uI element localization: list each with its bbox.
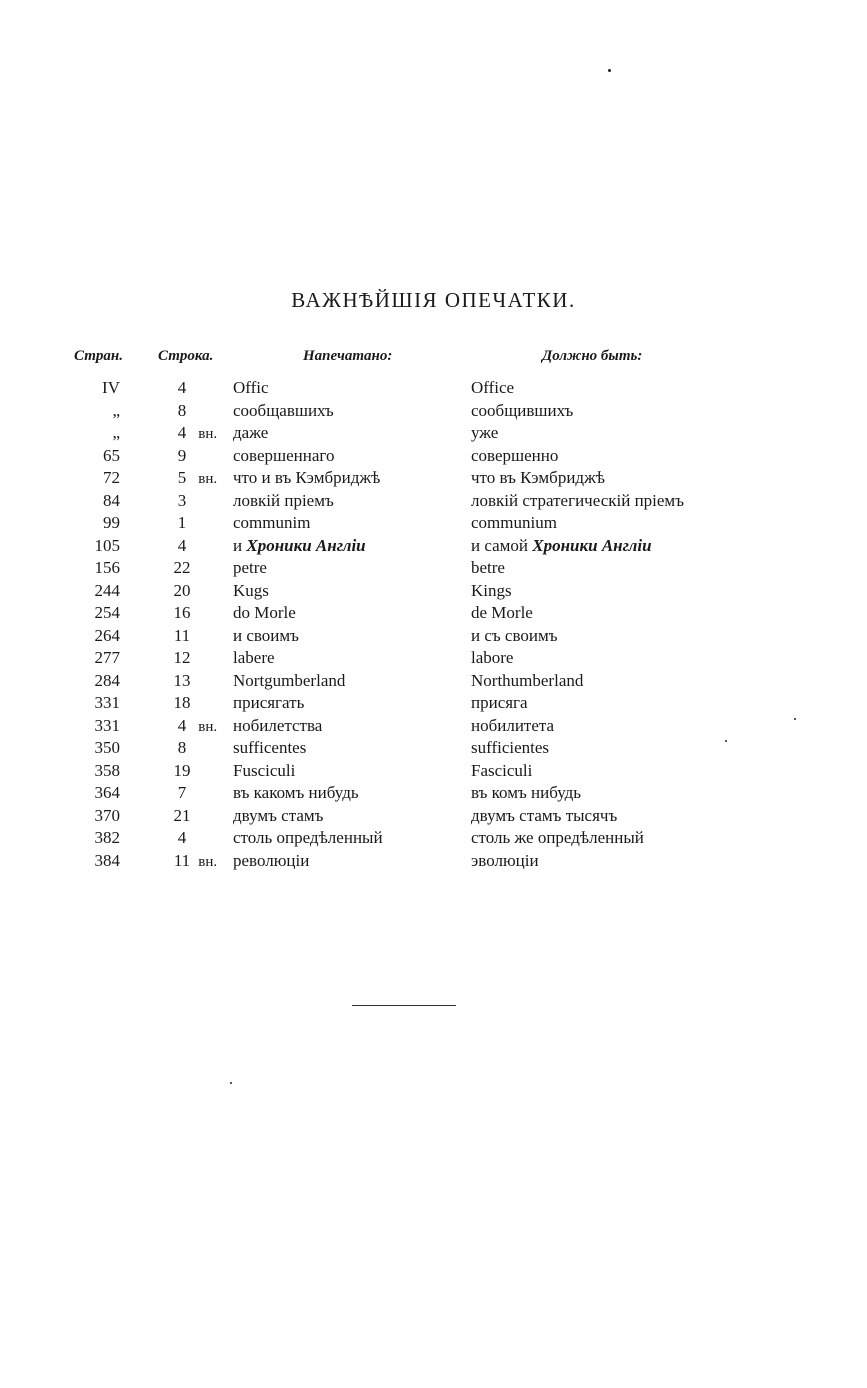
- line-number: [170, 445, 210, 469]
- line-number: [170, 377, 210, 401]
- table-row: [0, 647, 867, 670]
- line-value: 8: [177, 400, 187, 420]
- table-row: [0, 467, 867, 490]
- page-number: 244: [94, 580, 120, 600]
- printed-text: даже: [233, 423, 269, 442]
- correct-text: эволюціи: [471, 850, 539, 870]
- line-value: 11: [173, 850, 191, 870]
- line-value: 8: [177, 738, 187, 757]
- closing-rule: [352, 1005, 456, 1006]
- line-number: [170, 580, 210, 604]
- correct-text: и съ своимъ: [471, 625, 558, 645]
- line-number: [170, 827, 210, 851]
- correct-text: ловкій стратегическій пріемъ: [471, 490, 684, 510]
- header-should-be: Должно быть:: [542, 348, 643, 364]
- line-number: [170, 467, 218, 491]
- printed-text: Offic: [233, 378, 269, 397]
- page-number: 331: [94, 715, 120, 735]
- line-suffix: вн.: [198, 718, 218, 735]
- table-row: [0, 670, 867, 693]
- page-number: 254: [94, 603, 120, 622]
- printed-text: sufficentes: [233, 738, 307, 757]
- correct-text: столь же опредѣленный: [471, 828, 644, 847]
- printed-text: Fusciculi: [233, 760, 296, 780]
- printed-text: Kugs: [233, 580, 269, 600]
- correct-text: въ комъ нибудь: [471, 783, 582, 802]
- table-row: [0, 760, 867, 783]
- line-number: [170, 737, 210, 761]
- printed-text: communim: [233, 513, 311, 532]
- table-row: [0, 805, 867, 828]
- correct-text: sufficientes: [471, 738, 550, 757]
- line-number: [170, 535, 210, 559]
- line-value: 20: [173, 580, 191, 600]
- correct-text: совершенно: [471, 445, 559, 465]
- printed-text: do Morle: [233, 603, 296, 622]
- printed-text: присягать: [233, 693, 305, 712]
- line-value: 4: [177, 423, 187, 442]
- correct-text: Kings: [471, 580, 512, 600]
- table-row: [0, 400, 867, 423]
- page-number: 370: [94, 805, 120, 825]
- page-number: 350: [94, 738, 120, 757]
- table-row: [0, 422, 867, 445]
- correct-text: присяга: [471, 693, 528, 712]
- printed-text: двумъ стамъ: [233, 805, 324, 825]
- line-value: 1: [177, 513, 187, 532]
- page-number: 84: [103, 490, 120, 510]
- line-value: 9: [177, 445, 187, 465]
- line-number: [170, 647, 210, 671]
- page-number: 65: [103, 445, 120, 465]
- page-number: „: [112, 423, 120, 442]
- correct-text: communium: [471, 513, 557, 532]
- line-number: [170, 422, 218, 446]
- correct-text: и самой Хроники Англіи: [471, 535, 652, 555]
- header-page: Стран.: [74, 348, 123, 364]
- correct-text: сообщившихъ: [471, 400, 574, 420]
- print-speck: [608, 69, 611, 72]
- header-line: Строка.: [158, 348, 214, 364]
- line-suffix: вн.: [198, 426, 218, 442]
- table-row: [0, 490, 867, 513]
- page-number: 384: [94, 850, 120, 870]
- page-number: 264: [94, 625, 120, 645]
- line-value: 5: [177, 468, 187, 487]
- line-value: 4: [177, 828, 187, 847]
- print-speck: [725, 740, 727, 742]
- printed-text: нобилетства: [233, 715, 323, 735]
- page-number: 364: [94, 783, 120, 802]
- line-number: [170, 760, 210, 784]
- correct-text: Northumberland: [471, 670, 584, 690]
- printed-text: labere: [233, 648, 275, 667]
- table-row: [0, 782, 867, 805]
- errata-table: [0, 377, 867, 872]
- line-number: [170, 805, 210, 829]
- line-value: 4: [177, 378, 187, 397]
- line-value: 16: [173, 603, 191, 622]
- correct-text: двумъ стамъ тысячъ: [471, 805, 618, 825]
- printed-text: что и въ Кэмбриджѣ: [233, 468, 381, 487]
- line-number: [170, 715, 218, 739]
- printed-text: сообщавшихъ: [233, 400, 334, 420]
- correct-text: betre: [471, 558, 505, 577]
- line-number: [170, 512, 210, 536]
- printed-text: petre: [233, 558, 267, 577]
- printed-text: ловкій пріемъ: [233, 490, 334, 510]
- print-speck: [230, 1082, 232, 1084]
- table-row: [0, 580, 867, 603]
- line-suffix: вн.: [198, 853, 218, 870]
- page-number: 72: [103, 468, 120, 487]
- page-number: 277: [94, 648, 120, 667]
- line-value: 18: [173, 693, 191, 712]
- line-value: 3: [177, 490, 187, 510]
- printed-text: революціи: [233, 850, 310, 870]
- page-number: 105: [94, 535, 120, 555]
- line-value: 12: [173, 648, 191, 667]
- line-number: [170, 602, 210, 626]
- printed-text: и своимъ: [233, 625, 299, 645]
- line-value: 22: [173, 558, 191, 577]
- printed-text: совершеннаго: [233, 445, 335, 465]
- line-number: [170, 490, 210, 514]
- line-value: 13: [173, 670, 191, 690]
- page-number: IV: [102, 378, 120, 397]
- correct-text: Fasciculi: [471, 760, 533, 780]
- header-printed: Напечатано:: [303, 348, 393, 364]
- correct-text: уже: [471, 423, 499, 442]
- page-number: 99: [103, 513, 120, 532]
- correct-text: что въ Кэмбриджѣ: [471, 468, 606, 487]
- table-row: [0, 827, 867, 850]
- table-row: [0, 692, 867, 715]
- line-number: [170, 625, 210, 649]
- page-number: 156: [94, 558, 120, 577]
- line-number: [170, 400, 210, 424]
- table-row: [0, 850, 867, 873]
- correct-text: labore: [471, 648, 514, 667]
- printed-text: въ какомъ нибудь: [233, 783, 359, 802]
- table-row: [0, 377, 867, 400]
- table-row: [0, 715, 867, 738]
- correct-text: нобилитета: [471, 715, 555, 735]
- line-value: 21: [173, 805, 191, 825]
- line-number: [170, 692, 210, 716]
- table-row: [0, 557, 867, 580]
- line-value: 19: [173, 760, 191, 780]
- line-value: 4: [177, 535, 187, 555]
- line-number: [170, 557, 210, 581]
- line-value: 7: [177, 783, 187, 802]
- table-row: [0, 737, 867, 760]
- line-suffix: вн.: [198, 471, 218, 487]
- page-title: ВАЖНѢЙШІЯ ОПЕЧАТКИ.: [291, 288, 576, 312]
- line-value: 4: [177, 715, 187, 735]
- table-row: [0, 535, 867, 558]
- table-row: [0, 512, 867, 535]
- correct-text: Office: [471, 378, 515, 397]
- print-speck: [794, 718, 796, 720]
- line-number: [170, 670, 210, 694]
- page-number: „: [112, 400, 120, 420]
- page-number: 382: [94, 828, 120, 847]
- correct-text: de Morle: [471, 603, 533, 622]
- page-number: 284: [94, 670, 120, 690]
- table-row: [0, 625, 867, 648]
- table-row: [0, 602, 867, 625]
- table-row: [0, 445, 867, 468]
- line-number: [170, 782, 210, 806]
- printed-text: столь опредѣленный: [233, 828, 383, 847]
- page-number: 331: [94, 693, 120, 712]
- printed-text: и Хроники Англіи: [233, 535, 366, 555]
- printed-text: Nortgumberland: [233, 670, 346, 690]
- page-number: 358: [94, 760, 120, 780]
- line-number: [170, 850, 218, 874]
- line-value: 11: [173, 625, 191, 645]
